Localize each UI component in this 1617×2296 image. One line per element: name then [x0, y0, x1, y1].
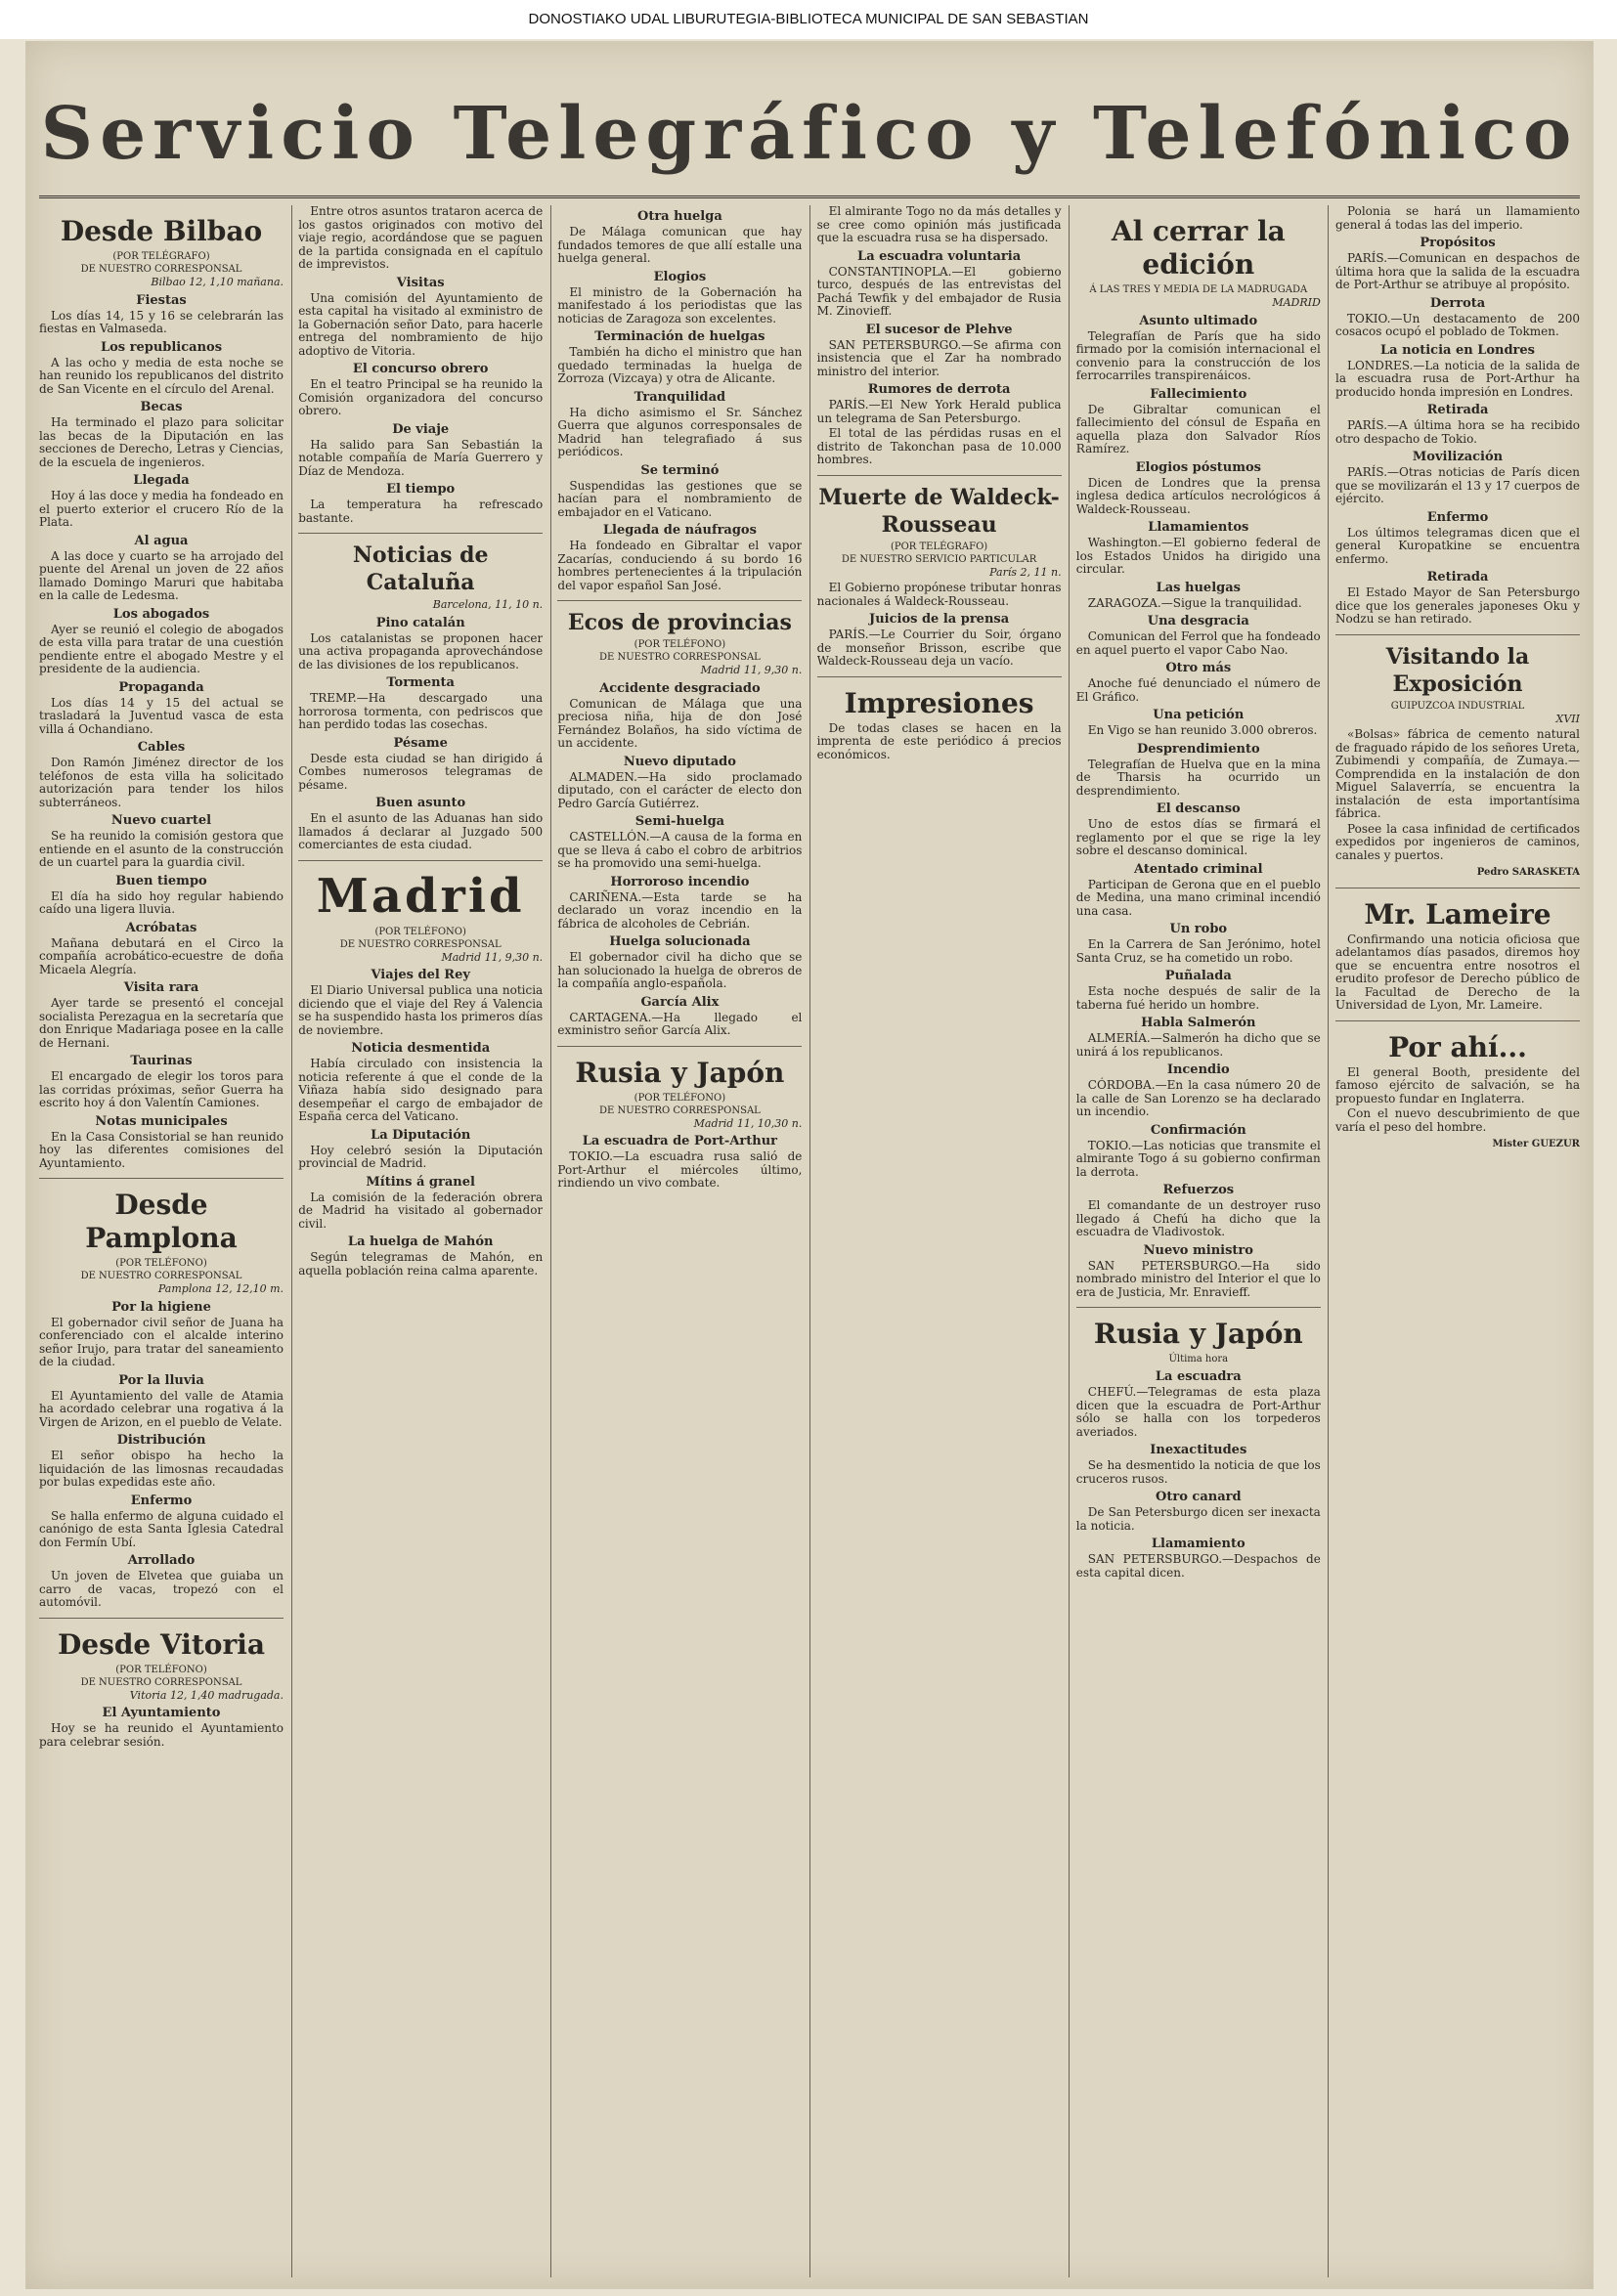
item-title: Tranquilidad: [634, 389, 726, 405]
item-text: El encargado de elegir los toros para las corridas próximas, señor Guerra ha escrito hoy á don Valentín Camiones.: [39, 1069, 284, 1109]
masthead-rule: [39, 195, 1580, 198]
item-title: Otra huelga: [637, 209, 722, 224]
item-text: Washington.—El gobierno federal de los Estados Unidos ha dirigido una circular.: [1075, 536, 1321, 576]
item-title: Los abogados: [112, 606, 210, 622]
item-text: Don Ramón Jiménez director de los teléfonos de esta villa ha solicitado autorización para tender los hilos subterráneos.: [39, 756, 284, 809]
item-title: Las huelgas: [1156, 580, 1241, 595]
item-text: Con el nuevo descubrimiento de que varía el peso del hombre.: [1335, 1106, 1580, 1134]
section-divider: [1076, 1307, 1321, 1308]
section-dateline: Pamplona 12, 12,10 m.: [157, 1282, 284, 1295]
item-text: Ayer se reunió el colegio de abogados de esta villa para tratar de una cuestión pendiente entre el abogado Mestre y el presidente de la audiencia.: [39, 622, 284, 675]
item-title: Pino catalán: [375, 615, 465, 630]
item-text: Hoy á las doce y media ha fondeado en el puerto exterior el crucero Río de la Plata.: [39, 489, 284, 529]
item-text: El ministro de la Gobernación ha manifestado á los periodistas que las noticias de Zaragoza son excelentes.: [557, 284, 803, 325]
item-title: Confirmación: [1150, 1122, 1246, 1138]
item-text: El gobernador civil señor de Juana ha conferenciado con el alcalde interino señor Irujo, para tratar del saneamiento de la ciudad.: [39, 1315, 284, 1368]
item-text: ALMADEN.—Ha sido proclamado diputado, con el carácter de electo don Pedro García Gutiérrez.: [557, 769, 803, 810]
item-text: Uno de estos días se firmará el reglamento por el que se rige la ley sobre el descanso dominical.: [1075, 817, 1321, 857]
item-text: En el teatro Principal se ha reunido la Comisión organizadora del concurso obrero.: [298, 377, 544, 417]
item-title: Por la lluvia: [118, 1372, 204, 1388]
item-title: Viajes del Rey: [371, 968, 470, 982]
item-title: Visitas: [396, 275, 445, 290]
item-title: Refuerzos: [1162, 1183, 1235, 1197]
section-divider: [557, 1046, 802, 1047]
section-divider: [817, 676, 1062, 677]
section-heading: Rusia y Japón: [575, 1056, 785, 1089]
item-title: Propaganda: [118, 679, 204, 695]
item-text: El día ha sido hoy regular habiendo caído una ligera lluvia.: [39, 888, 284, 916]
item-text: De Málaga comunican que hay fundados temores de que allí estalle una huelga general.: [557, 225, 803, 265]
item-text: Se ha desmentido la noticia de que los cruceros rusos.: [1075, 1458, 1321, 1486]
item-text: CONSTANTINOPLA.—El gobierno turco, después de las entrevistas del Pachá Tewfik y del embajador de Rusia M. Zinovieff.: [816, 264, 1062, 318]
section-credit: GUIPUZCOA INDUSTRIAL: [1390, 700, 1525, 712]
section-credit: (POR TELÉFONO): [115, 1664, 207, 1675]
item-text: Según telegramas de Mahón, en aquella población reina calma aparente.: [298, 1250, 544, 1278]
section-heading: Desde Vitoria: [57, 1627, 265, 1661]
item-text: PARÍS.—A última hora se ha recibido otro despacho de Tokio.: [1335, 418, 1580, 446]
archive-header: DONOSTIAKO UDAL LIBURUTEGIA-BIBLIOTECA MUNICIPAL DE SAN SEBASTIAN: [0, 0, 1617, 39]
item-title: Enfermo: [1426, 509, 1489, 525]
column-2: [298, 205, 543, 2277]
item-title: Distribución: [116, 1433, 206, 1448]
item-text: También ha dicho el ministro que han quedado terminadas la huelga de Zorroza (Vizcaya) y otra de Alicante.: [557, 345, 803, 385]
item-title: El descanso: [1156, 801, 1241, 816]
item-text: De Gibraltar comunican el fallecimiento del cónsul de España en aquella plaza don Salvador Ríos Ramírez.: [1075, 402, 1321, 455]
section-credit: Última hora: [1168, 1354, 1229, 1365]
item-text: PARÍS.—Otras noticias de París dicen que se movilizarán el 13 y 17 cuerpos de ejército.: [1335, 465, 1580, 505]
section-dateline: XVII: [1555, 712, 1580, 725]
column-rule: [1069, 205, 1070, 2277]
item-text: Ha dicho asimismo el Sr. Sánchez Guerra que algunos corresponsales de Madrid han telegrafiado á sus periódicos.: [557, 405, 803, 458]
item-text: La temperatura ha refrescado bastante.: [298, 498, 544, 525]
item-text: Hoy se ha reunido el Ayuntamiento para celebrar sesión.: [39, 1721, 284, 1749]
item-title: Llegada de náufragos: [602, 523, 757, 538]
section-dateline: París 2, 11 n.: [989, 565, 1062, 579]
column-rule: [550, 205, 551, 2277]
item-title: Terminación de huelgas: [594, 329, 765, 344]
item-text: En la Casa Consistorial se han reunido hoy las diferentes comisiones del Ayuntamiento.: [39, 1129, 284, 1170]
item-text: «Bolsas» fábrica de cemento natural de fraguado rápido de los señores Ureta, Zubimendi y compañía, de Zumaya.—Comprendida en la instalación de don Miguel Salaverría, se encuentra la instalación de esta importantísima fábrica.: [1335, 727, 1580, 820]
signature: Pedro SARASKETA: [1476, 867, 1580, 878]
item-title: Nuevo cuartel: [110, 813, 212, 828]
section-dateline: Bilbao 12, 1,10 mañana.: [151, 276, 284, 288]
item-text: SAN PETERSBURGO.—Despachos de esta capital dicen.: [1075, 1552, 1321, 1580]
section-heading: Desde Bilbao: [60, 215, 263, 247]
item-title: El Ayuntamiento: [102, 1706, 221, 1720]
item-title: Tormenta: [386, 675, 455, 690]
section-divider: [39, 1178, 284, 1179]
section-dateline: Madrid 11, 9,30 n.: [700, 664, 803, 676]
item-text: Posee la casa infinidad de certificados expedidos por ingenieros de caminos, canales y puertos.: [1335, 821, 1580, 862]
item-text: PARÍS.—El New York Herald publica un telegrama de San Petersburgo.: [816, 398, 1062, 425]
item-title: Puñalada: [1164, 969, 1232, 983]
item-text: El señor obispo ha hecho la liquidación de las limosnas recaudadas por bulas expedidas este año.: [39, 1449, 284, 1489]
item-title: Taurinas: [130, 1054, 193, 1068]
item-text: Ayer tarde se presentó el concejal socialista Perezagua en la secretaría que don Enrique Madariaga posee en la calle de Hernani.: [39, 996, 284, 1050]
section-credit: (POR TELÉFONO): [115, 1258, 207, 1269]
item-title: Huelga solucionada: [609, 934, 751, 949]
item-text: PARÍS.—Comunican en despachos de última hora que la salida de la escuadra de Port-Arthur se atribuye al propósito.: [1335, 251, 1580, 291]
item-title: Acróbatas: [125, 920, 197, 935]
column-rule: [291, 205, 292, 2277]
section-credit: (POR TELÉFONO): [634, 1092, 726, 1104]
section-dateline: Barcelona, 11, 10 n.: [432, 598, 544, 611]
section-credit: (POR TELÉFONO): [634, 639, 726, 650]
column-4: [817, 205, 1062, 2277]
item-text: SAN PETERSBURGO.—Se afirma con insistencia que el Zar ha nombrado ministro del interior.: [816, 337, 1062, 378]
item-text: Ha salido para San Sebastián la notable compañía de María Guerrero y Díaz de Mendoza.: [298, 437, 544, 478]
masthead-title: Servicio Telegráfico y Telefónico: [40, 92, 1579, 176]
item-text: SAN PETERSBURGO.—Ha sido nombrado ministro del Interior el que lo era de Justicia, Mr. Enravieff.: [1075, 1258, 1321, 1299]
item-title: Por la higiene: [111, 1299, 211, 1315]
item-text: El Ayuntamiento del valle de Atamia ha acordado celebrar una rogativa á la Virgen de Arizon, en el pueblo de Velate.: [39, 1388, 284, 1429]
section-heading: Por ahí...: [1388, 1030, 1527, 1063]
item-text: Los últimos telegramas dicen que el general Kuropatkine se encuentra enfermo.: [1335, 525, 1580, 566]
section-dateline: MADRID: [1272, 296, 1321, 309]
item-title: Cables: [137, 740, 186, 755]
column-rule: [809, 205, 810, 2277]
item-title: Buen asunto: [375, 796, 466, 810]
item-title: Fallecimiento: [1150, 386, 1247, 402]
item-title: Una petición: [1153, 708, 1245, 722]
section-credit: (POR TELÉGRAFO): [890, 541, 988, 552]
section-credit: DE NUESTRO CORRESPONSAL: [339, 938, 502, 950]
item-title: Incendio: [1166, 1062, 1230, 1077]
item-title: Rumores de derrota: [867, 382, 1011, 397]
item-title: Nuevo diputado: [623, 754, 736, 769]
section-credit: DE NUESTRO SERVICIO PARTICULAR: [841, 553, 1037, 565]
item-text: Se halla enfermo de alguna cuidado el canónigo de esta Santa Iglesia Catedral don Fermín Ubí.: [39, 1508, 284, 1549]
item-title: Llamamiento: [1151, 1537, 1246, 1551]
item-title: Un robo: [1169, 922, 1228, 936]
column-3: [557, 205, 802, 2277]
item-text: Entre otros asuntos trataron acerca de los gastos originados con motivo del viaje regio, acordándose que se paguen de la partida consignada en el capítulo de imprevistos.: [298, 205, 544, 271]
item-title: Nuevo ministro: [1143, 1242, 1253, 1258]
item-text: Anoche fué denunciado el número de El Gráfico.: [1075, 676, 1321, 704]
section-divider: [1335, 1020, 1580, 1021]
item-title: Visita rara: [123, 980, 199, 995]
section-divider: [557, 600, 802, 601]
item-title: Al agua: [134, 533, 189, 548]
section-divider: [298, 533, 543, 534]
item-text: El Estado Mayor de San Petersburgo dice que los generales japoneses Oku y Nodzu se han retirado.: [1335, 585, 1580, 626]
item-text: El gobernador civil ha dicho que se han solucionado la huelga de obreros de la compañía anglo-española.: [557, 950, 803, 990]
item-text: CARTAGENA.—Ha llegado el exministro señor García Alix.: [557, 1010, 803, 1037]
section-divider: [298, 860, 543, 861]
section-credit: Á LAS TRES Y MEDIA DE LA MADRUGADA: [1089, 284, 1308, 295]
item-title: Mítins á granel: [366, 1174, 475, 1190]
item-text: TOKIO.—Un destacamento de 200 cosacos ocupó el poblado de Tokmen.: [1335, 311, 1580, 338]
item-title: La escuadra voluntaria: [857, 248, 1022, 264]
item-text: CÓRDOBA.—En la casa número 20 de la calle de San Lorenzo se ha declarado un incendio.: [1075, 1078, 1321, 1118]
item-text: El Diario Universal publica una noticia diciendo que el viaje del Rey á Valencia se ha suspendido hasta los primeros días de noviembre.: [298, 983, 544, 1037]
item-title: Juicios de la prensa: [869, 612, 1010, 627]
item-title: Enfermo: [130, 1493, 193, 1508]
column-1: [39, 205, 284, 2277]
item-title: La noticia en Londres: [1380, 342, 1535, 358]
column-6: [1335, 205, 1580, 2277]
item-title: Elogios póstumos: [1135, 459, 1261, 475]
item-title: Becas: [140, 400, 183, 414]
section-credit: DE NUESTRO CORRESPONSAL: [80, 264, 242, 275]
section-dateline: Madrid 11, 9,30 n.: [441, 950, 544, 964]
item-title: El tiempo: [386, 482, 456, 497]
item-title: Notas municipales: [95, 1113, 228, 1129]
item-text: CASTELLÓN.—A causa de la forma en que se lleva á cabo el cobro de arbitrios se ha promovido una semi-huelga.: [557, 830, 803, 870]
section-credit: (POR TELÉFONO): [374, 926, 466, 937]
section-heading: Al cerrar la edición: [1111, 215, 1286, 281]
item-title: Accidente desgraciado: [599, 680, 761, 696]
item-text: PARÍS.—Le Courrier du Soir, órgano de monseñor Brisson, escribe que Waldeck-Rousseau deja un vacío.: [816, 628, 1062, 668]
item-title: Otro más: [1165, 661, 1232, 675]
item-text: En la Carrera de San Jerónimo, hotel Santa Cruz, se ha cometido un robo.: [1075, 937, 1321, 965]
item-title: Los republicanos: [100, 339, 223, 355]
item-text: TREMP.—Ha descargado una horrorosa tormenta, con pedriscos que han perdido todas las cosechas.: [298, 691, 544, 731]
section-heading: Muerte de Waldeck-Rousseau: [818, 484, 1060, 538]
item-title: Otro canard: [1156, 1490, 1242, 1504]
item-text: Dicen de Londres que la prensa inglesa dedica artículos necrológicos á Waldeck-Rousseau.: [1075, 475, 1321, 516]
item-title: Habla Salmerón: [1141, 1016, 1256, 1030]
item-title: Horroroso incendio: [610, 874, 750, 889]
section-dateline: Madrid 11, 10,30 n.: [693, 1116, 803, 1130]
section-divider: [39, 1618, 284, 1619]
item-text: A las doce y cuarto se ha arrojado del puente del Arenal un joven de 22 años llamado Domingo Maruri que habitaba en la calle de Ledesma.: [39, 548, 284, 602]
item-title: Desprendimiento: [1136, 741, 1260, 757]
item-title: Propósitos: [1420, 236, 1496, 250]
item-text: Confirmando una noticia oficiosa que adelantamos días pasados, diremos hoy que se encuentra entre nosotros el erudito profesor de Derecho público de la Facultad de Derecho de la Universidad de Lyon, Mr. Lameire.: [1335, 931, 1580, 1012]
item-title: El sucesor de Plehve: [865, 322, 1013, 337]
item-text: El Gobierno propónese tributar honras nacionales á Waldeck-Rousseau.: [816, 581, 1062, 608]
item-text: El total de las pérdidas rusas en el distrito de Takonchan pasa de 10.000 hombres.: [816, 426, 1062, 466]
item-title: Pésame: [393, 735, 448, 751]
item-title: Semi-huelga: [634, 814, 725, 829]
section-credit: (POR TELÉGRAFO): [112, 251, 210, 262]
item-text: Una comisión del Ayuntamiento de esta capital ha visitado al exministro de la Gobernación señor Dato, para hacerle entrega del nombramiento de hijo adoptivo de Vitoria.: [298, 290, 544, 358]
item-title: Derrota: [1429, 295, 1486, 311]
item-title: Atentado criminal: [1134, 861, 1263, 877]
item-text: En Vigo se han reunido 3.000 obreros.: [1087, 723, 1318, 737]
item-text: La comisión de la federación obrera de Madrid ha visitado al gobernador civil.: [298, 1190, 544, 1231]
item-text: El almirante Togo no da más detalles y se cree como opinión más justificada que la escuadra rusa se ha dispersado.: [816, 205, 1062, 244]
item-text: Comunican del Ferrol que ha fondeado en aquel puerto el vapor Cabo Nao.: [1075, 629, 1321, 657]
item-title: Una desgracia: [1147, 614, 1249, 628]
item-text: Hoy celebró sesión la Diputación provincial de Madrid.: [298, 1143, 544, 1170]
item-text: Comunican de Málaga que una preciosa niña, hija de don José Fernández Bolaños, ha sido víctima de un accidente.: [557, 696, 803, 750]
item-text: Participan de Gerona que en el pueblo de Medina, una mano criminal incendió una casa.: [1075, 877, 1321, 918]
item-text: Telegrafían de Huelva que en la mina de Tharsis ha ocurrido un desprendimiento.: [1075, 757, 1321, 798]
item-title: Movilización: [1412, 450, 1504, 464]
item-title: Llamamientos: [1148, 520, 1249, 535]
section-credit: DE NUESTRO CORRESPONSAL: [598, 1105, 761, 1116]
item-text: El general Booth, presidente del famoso ejército de salvación, se ha propuesto fundar en Inglaterra.: [1335, 1064, 1580, 1105]
item-title: Noticia desmentida: [351, 1041, 491, 1056]
item-title: Buen tiempo: [115, 873, 207, 888]
item-text: El comandante de un destroyer ruso llegado á Chefú ha dicho que la escuadra de Vladivostok.: [1075, 1198, 1321, 1238]
item-text: CARIÑENA.—Esta tarde se ha declarado un voraz incendio en la fábrica de alcoholes de Cebrián.: [557, 889, 803, 931]
item-text: Ha fondeado en Gibraltar el vapor Zacarías, conduciendo á su bordo 16 hombres pertenecientes á la tripulación del vapor español San José.: [557, 539, 803, 592]
item-text: A las ocho y media de esta noche se han reunido los republicanos del distrito de San Vicente en el círculo del Arenal.: [39, 355, 284, 396]
section-credit: DE NUESTRO CORRESPONSAL: [80, 1271, 242, 1281]
item-text: Polonia se hará un llamamiento general á todas las del imperio.: [1335, 205, 1580, 232]
newspaper-page: [25, 41, 1594, 2289]
item-text: Telegrafían de París que ha sido firmado por la comisión internacional el convenio para la construcción de los ferrocarriles transpirenáicos.: [1075, 328, 1321, 382]
item-text: ZARAGOZA.—Sigue la tranquilidad.: [1087, 595, 1302, 610]
section-heading: Desde Pamplona: [85, 1189, 238, 1254]
column-rule: [1328, 205, 1329, 2277]
item-text: Suspendidas las gestiones que se hacían para el nombramiento de embajador en el Vaticano.: [557, 478, 803, 519]
item-text: Mañana debutará en el Circo la compañía acrobático-ecuestre de doña Micaela Alegría.: [39, 935, 284, 976]
item-text: Los días 14 y 15 del actual se trasladará la Juventud vasca de esta villa á Ochandiano.: [39, 695, 284, 736]
item-title: Elogios: [653, 269, 707, 284]
item-text: De San Petersburgo dicen ser inexacta la noticia.: [1075, 1505, 1321, 1533]
section-credit: DE NUESTRO CORRESPONSAL: [80, 1676, 242, 1688]
item-title: Retirada: [1426, 403, 1489, 417]
section-heading: Mr. Lameire: [1364, 897, 1551, 931]
item-text: Los catalanistas se proponen hacer una activa propaganda aprovechándose de las divisiones de los republicanos.: [298, 630, 544, 671]
section-heading: Madrid: [316, 868, 525, 924]
item-title: Retirada: [1426, 570, 1489, 585]
item-title: La escuadra: [1155, 1369, 1242, 1384]
item-text: Un joven de Elvetea que guiaba un carro de vacas, tropezó con el automóvil.: [39, 1569, 284, 1609]
column-5: [1076, 205, 1321, 2277]
item-text: Había circulado con insistencia la noticia referente á que el conde de la Viñaza había sido designado para desempeñar el cargo de embajador de España cerca del Vaticano.: [298, 1057, 544, 1123]
columns-area: [39, 205, 1580, 2277]
section-heading: Rusia y Japón: [1093, 1318, 1303, 1350]
section-credit: DE NUESTRO CORRESPONSAL: [598, 652, 761, 663]
section-heading: Impresiones: [844, 686, 1034, 719]
item-text: TOKIO.—La escuadra rusa salió de Port-Arthur el miércoles último, rindiendo un vivo combate.: [557, 1149, 803, 1190]
item-title: Asunto ultimado: [1139, 313, 1258, 328]
item-text: Los días 14, 15 y 16 se celebrarán las fiestas en Valmaseda.: [39, 308, 284, 335]
item-text: LONDRES.—La noticia de la salida de la escuadra rusa de Port-Arthur ha producido honda impresión en Londres.: [1335, 358, 1580, 399]
item-title: Fiestas: [136, 292, 187, 308]
item-text: Esta noche después de salir de la taberna fué herido un hombre.: [1075, 984, 1321, 1012]
item-title: Llegada: [133, 473, 190, 488]
section-heading: Visitando la Exposición: [1385, 643, 1530, 697]
item-title: García Alix: [640, 994, 720, 1010]
item-text: Se ha reunido la comisión gestora que entiende en el asunto de la construcción de un cuartel para la guardia civil.: [39, 829, 284, 869]
item-text: CHEFÚ.—Telegramas de esta plaza dicen que la escuadra de Port-Arthur sólo se halla con los torpederos averiados.: [1075, 1385, 1321, 1439]
item-title: Inexactitudes: [1150, 1443, 1247, 1457]
item-text: Ha terminado el plazo para solicitar las becas de la Diputación en las secciones de Derecho, Letras y Ciencias, de la escuela de ingenieros.: [39, 415, 284, 469]
item-title: Se terminó: [640, 462, 720, 478]
item-title: La Diputación: [371, 1127, 471, 1143]
item-title: El concurso obrero: [352, 362, 489, 376]
item-text: TOKIO.—Las noticias que transmite el almirante Togo á su gobierno confirman la derrota.: [1075, 1138, 1321, 1179]
section-dateline: Vitoria 12, 1,40 madrugada.: [129, 1688, 284, 1702]
item-title: La escuadra de Port-Arthur: [582, 1134, 778, 1148]
section-divider: [1335, 634, 1580, 635]
item-title: Arrollado: [127, 1553, 196, 1568]
section-heading: Ecos de provincias: [567, 610, 792, 635]
item-title: La huelga de Mahón: [347, 1235, 494, 1249]
section-heading: Noticias de Cataluña: [352, 542, 489, 595]
item-text: ALMERÍA.—Salmerón ha dicho que se unirá á los republicanos.: [1075, 1031, 1321, 1059]
section-divider: [817, 475, 1062, 476]
item-text: Desde esta ciudad se han dirigido á Combes numerosos telegramas de pésame.: [298, 751, 544, 792]
item-text: De todas clases se hacen en la imprenta de este periódico á precios económicos.: [816, 720, 1062, 761]
item-title: De viaje: [392, 421, 450, 437]
signature: Mister GUEZUR: [1492, 1139, 1580, 1149]
item-text: En el asunto de las Aduanas han sido llamados á declarar al Juzgado 500 comerciantes de esta ciudad.: [298, 811, 544, 851]
